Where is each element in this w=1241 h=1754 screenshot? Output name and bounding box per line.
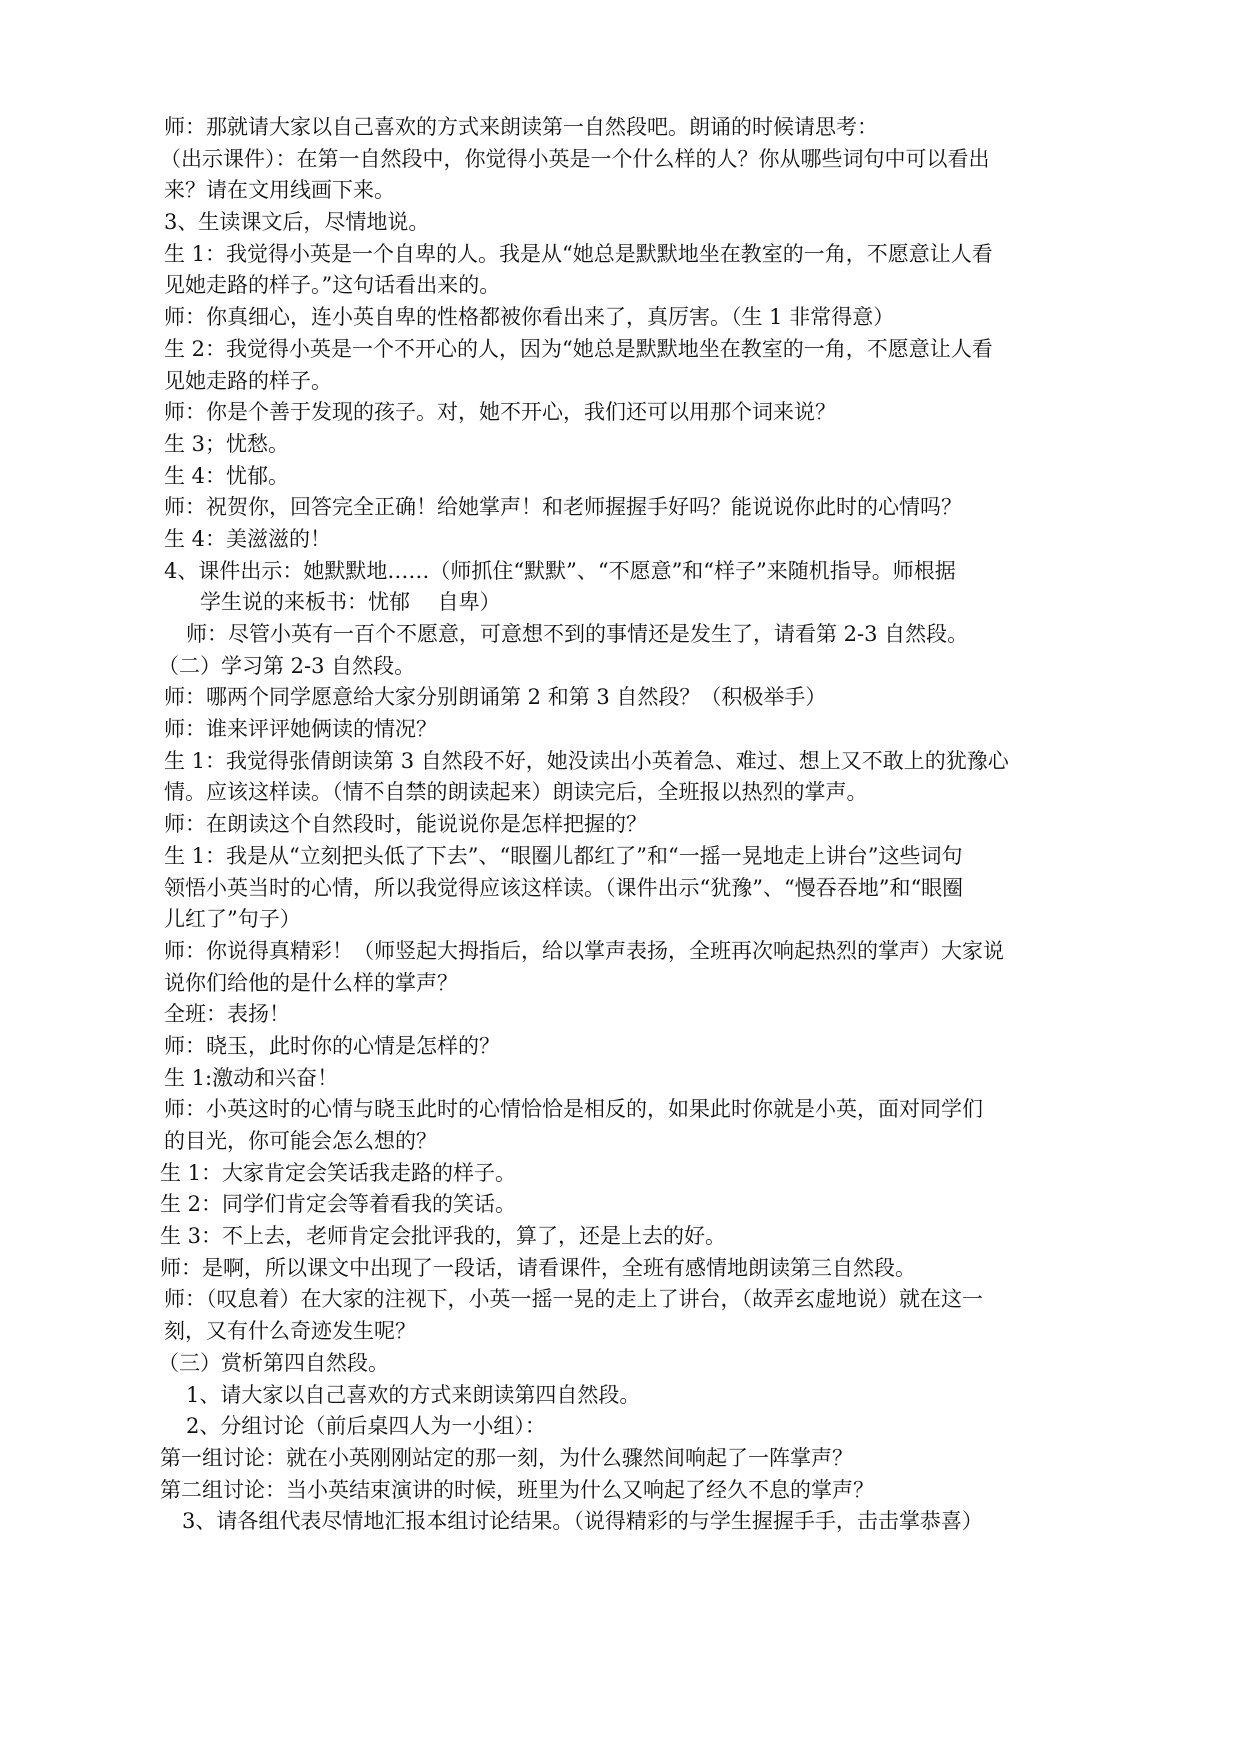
text-line: 师：祝贺你，回答完全正确！给她掌声！和老师握握手好吗？能说说你此时的心情吗？	[164, 495, 962, 520]
text-line: 2、分组讨论（前后桌四人为一小组）：	[186, 1414, 546, 1439]
text-line: 师：是啊，所以课文中出现了一段话，请看课件，全班有感情地朗读第三自然段。	[160, 1255, 916, 1280]
text-line: 全班：表扬！	[164, 1002, 290, 1027]
document-body	[0, 112, 1241, 1538]
text-line: （二）学习第 2-3 自然段。	[158, 653, 416, 678]
text-line: 4、课件出示：她默默地……（师抓住“默默”、“不愿意”和“样子”来随机指导。师根据	[164, 558, 956, 583]
text-line: 第二组讨论：当小英结束演讲的时候，班里为什么又响起了经久不息的掌声？	[160, 1477, 874, 1502]
text-line: 师：你真细心，连小英自卑的性格都被你看出来了，真厉害。（生 1 非常得意）	[164, 305, 895, 330]
text-line: （三）赏析第四自然段。	[158, 1350, 389, 1375]
text-line: 生 2：我觉得小英是一个不开心的人，因为“她总是默默地坐在教室的一角，不愿意让人看	[164, 336, 993, 361]
text-line: 来？请在文用线画下来。	[164, 178, 395, 203]
text-line: 生 1：大家肯定会笑话我走路的样子。	[160, 1160, 517, 1185]
text-line: 师：晓玉，此时你的心情是怎样的？	[164, 1033, 500, 1058]
text-line: 生 3；忧愁。	[164, 431, 290, 456]
text-line: 见她走路的样子。	[164, 368, 332, 393]
text-line: 生 4：美滋滋的！	[164, 526, 332, 551]
text-line: 第一组讨论：就在小英刚刚站定的那一刻，为什么骤然间响起了一阵掌声？	[160, 1445, 853, 1470]
text-line: 见她走路的样子。”这句话看出来的。	[164, 273, 501, 298]
text-line: 3、生读课文后，尽情地说。	[164, 210, 430, 235]
text-line: 生 1:激动和兴奋！	[164, 1065, 339, 1090]
text-line: 说你们给他的是什么样的掌声？	[164, 970, 458, 995]
text-line: 的目光，你可能会怎么想的？	[164, 1129, 437, 1153]
text-line: 1、请大家以自己喜欢的方式来朗读第四自然段。	[186, 1382, 641, 1407]
text-line: （出示课件）：在第一自然段中，你觉得小英是一个什么样的人？你从哪些词句中可以看出	[160, 146, 990, 171]
text-line: 生 1：我觉得小英是一个自卑的人。我是从“她总是默默地坐在教室的一角，不愿意让人看	[164, 241, 993, 266]
text-line: 生 3：不上去，老师肯定会批评我的，算了，还是上去的好。	[160, 1224, 727, 1249]
text-line: 领悟小英当时的心情，所以我觉得应该这样读。（课件出示“犹豫”、“慢吞吞地”和“眼圈	[164, 875, 964, 900]
text-line: 师：你是个善于发现的孩子。对，她不开心，我们还可以用那个词来说？	[164, 400, 836, 425]
text-line: 生 1：我觉得张倩朗读第 3 自然段不好，她没读出小英着急、难过、想上又不敢上的犹豫心	[164, 748, 1009, 773]
text-line: 师：谁来评评她俩读的情况？	[164, 717, 437, 742]
text-line: 生 1：我是从“立刻把头低了下去”、“眼圈儿都红了”和“一摇一晃地走上讲台”这些词句	[164, 843, 963, 868]
text-line: 生 2：同学们肯定会等着看我的笑话。	[160, 1192, 517, 1217]
text-line: 儿红了”句子）	[164, 907, 301, 932]
text-line: 3、请各组代表尽情地汇报本组讨论结果。（说得精彩的与学生握握手手，击击掌恭喜）	[182, 1509, 983, 1534]
text-line: 师：你说得真精彩！（师竖起大拇指后，给以掌声表扬，全班再次响起热烈的掌声）大家说	[164, 938, 1004, 963]
text-line: 师：那就请大家以自己喜欢的方式来朗读第一自然段吧。朗诵的时候请思考：	[164, 115, 878, 139]
text-line: 师：尽管小英有一百个不愿意，可意想不到的事情还是发生了，请看第 2-3 自然段。	[186, 622, 969, 646]
text-line: 师：小英这时的心情与晓玉此时的心情恰恰是相反的，如果此时你就是小英，面对同学们	[164, 1097, 983, 1122]
text-line: 师：在朗读这个自然段时，能说说你是怎样把握的？	[164, 812, 647, 837]
text-line: 情。应该这样读。（情不自禁的朗读起来）朗读完后，全班报以热烈的掌声。	[164, 780, 868, 805]
text-line: 刻，又有什么奇迹发生呢？	[164, 1319, 416, 1344]
text-line: 师：（叹息着）在大家的注视下，小英一摇一晃的走上了讲台，（故弄玄虚地说）就在这一	[164, 1287, 983, 1312]
text-line: 学生说的来板书：忧郁 自卑）	[200, 590, 501, 615]
text-line: 师：哪两个同学愿意给大家分别朗诵第 2 和第 3 自然段？（积极举手）	[164, 685, 827, 710]
text-line: 生 4：忧郁。	[164, 463, 290, 488]
